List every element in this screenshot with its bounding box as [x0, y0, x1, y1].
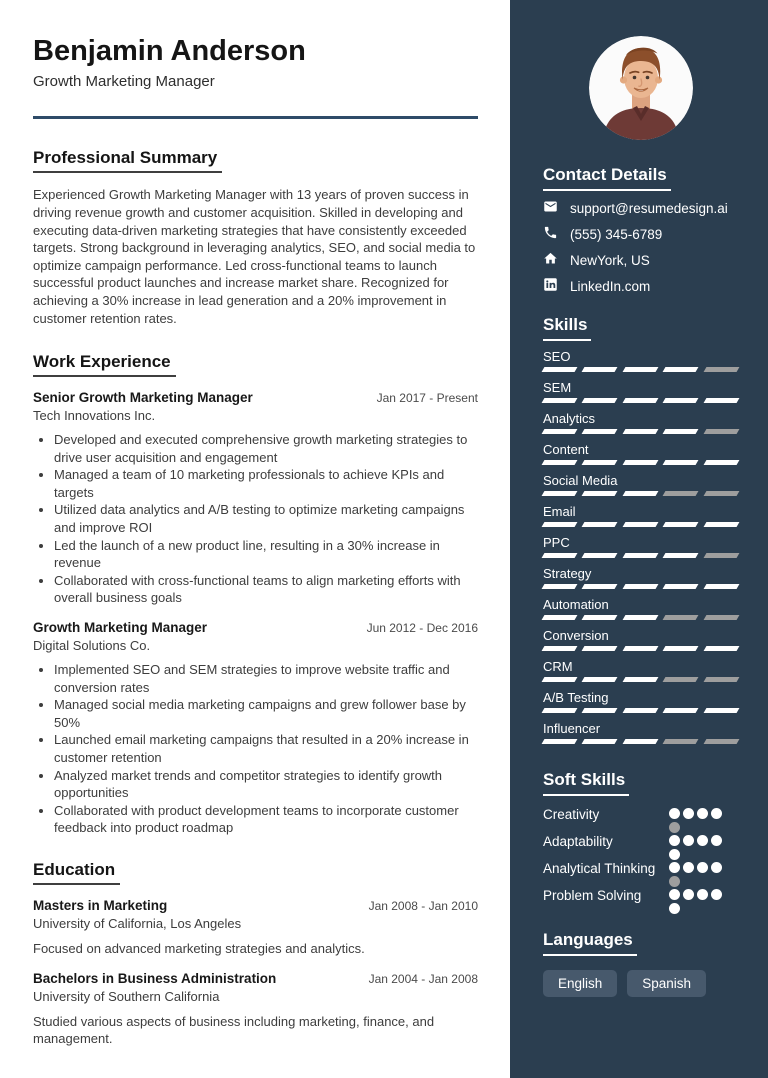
skill-bar-segment-filled [622, 615, 658, 620]
soft-skills-heading: Soft Skills [543, 770, 629, 796]
contact-section [543, 165, 738, 295]
skill-bar-segment-empty [663, 491, 699, 496]
soft-skill-dot-filled [669, 903, 680, 914]
skill-bar-segment-filled [663, 553, 699, 558]
skill-bar-segment-empty [703, 367, 739, 372]
contact-text: (555) 345-6789 [570, 226, 663, 242]
soft-skill-name: Analytical Thinking [543, 861, 656, 876]
job-dates: Jun 2012 - Dec 2016 [366, 621, 478, 636]
experience-section [33, 352, 478, 837]
skill-bar-segment-filled [622, 398, 658, 403]
skill-bar-segment-filled [542, 522, 578, 527]
contact-icon-slot [543, 199, 558, 217]
skill-bar [543, 491, 738, 496]
skill-item [543, 535, 738, 558]
job-title: Senior Growth Marketing Manager [33, 390, 253, 406]
soft-skill-dot-filled [697, 808, 708, 819]
skill-bar-segment-filled [663, 646, 699, 651]
job-bullet: • Led the launch of a new product line, resulting in a 30% increase in revenue [54, 537, 478, 572]
skill-bar-segment-filled [542, 398, 578, 403]
skill-bar-segment-filled [663, 584, 699, 589]
skill-bar [543, 429, 738, 434]
soft-skill-item [543, 806, 738, 823]
skill-item [543, 566, 738, 589]
skill-item [543, 442, 738, 465]
soft-skill-dots [669, 835, 722, 846]
skill-name: Social Media [543, 473, 618, 488]
education-list [33, 898, 478, 1048]
job-company: Digital Solutions Co. [33, 638, 151, 654]
sidebar [510, 0, 768, 1078]
skill-name: Strategy [543, 566, 592, 581]
soft-skill-dot-filled [711, 862, 722, 873]
profile-photo-frame [589, 36, 693, 140]
languages-heading: Languages [543, 930, 637, 956]
skill-bar-segment-filled [622, 677, 658, 682]
skill-bar-segment-filled [622, 553, 658, 558]
soft-skills-section [543, 770, 738, 904]
skill-bar-segment-filled [622, 522, 658, 527]
skill-name: Analytics [543, 411, 596, 426]
soft-skill-dot-filled [683, 862, 694, 873]
skill-name: Influencer [543, 721, 601, 736]
skill-item [543, 721, 738, 744]
languages-section [543, 930, 738, 997]
soft-skill-dots [669, 808, 722, 819]
soft-skill-item [543, 833, 738, 850]
education-school: University of California, Los Angeles [33, 915, 242, 931]
soft-skill-dot-filled [669, 849, 680, 860]
skill-item [543, 659, 738, 682]
language-badge: Spanish [627, 970, 706, 997]
experience-entry [33, 620, 478, 837]
soft-skill-dot-filled [669, 835, 680, 846]
summary-heading: Professional Summary [33, 148, 222, 173]
skill-bar-segment-filled [703, 708, 739, 713]
skill-item [543, 504, 738, 527]
contact-icon-slot [543, 251, 558, 269]
person-name: Benjamin Anderson [33, 35, 306, 67]
skill-bar-segment-filled [582, 460, 618, 465]
experience-heading: Work Experience [33, 352, 176, 377]
skill-item [543, 473, 738, 496]
skill-bar-segment-filled [582, 739, 618, 744]
job-company: Tech Innovations Inc. [33, 408, 156, 424]
skill-bar-segment-filled [582, 429, 618, 434]
skill-bar [543, 367, 738, 372]
skill-bar-segment-empty [703, 615, 739, 620]
soft-skill-dot-empty [669, 822, 680, 833]
skill-item [543, 597, 738, 620]
skill-bar-segment-empty [703, 429, 739, 434]
soft-skill-dot-filled [711, 808, 722, 819]
skill-bar-segment-filled [582, 677, 618, 682]
skill-name: A/B Testing [543, 690, 609, 705]
skill-item [543, 380, 738, 403]
education-description: Studied various aspects of business including marketing, finance, and management. [33, 1013, 435, 1047]
job-bullet: • Managed social media marketing campaigns and grew follower base by 50% [54, 696, 478, 731]
job-bullet: • Developed and executed comprehensive growth marketing strategies to drive user acquisition and engagement [54, 431, 478, 466]
profile-photo [589, 36, 693, 140]
skill-bar-segment-filled [622, 708, 658, 713]
skill-bar-segment-empty [703, 677, 739, 682]
phone-icon [543, 225, 558, 240]
soft-skill-dots [669, 862, 722, 873]
soft-skill-name: Problem Solving [543, 888, 642, 903]
experience-list [33, 390, 478, 837]
skill-bar-segment-filled [542, 708, 578, 713]
job-bullets [33, 661, 478, 837]
header-divider [33, 116, 478, 119]
education-header [33, 971, 478, 986]
skill-name: CRM [543, 659, 573, 674]
skill-bar-segment-filled [622, 739, 658, 744]
person-job-title: Growth Marketing Manager [33, 73, 215, 91]
skill-name: Automation [543, 597, 609, 612]
soft-skill-dot-filled [697, 835, 708, 846]
job-header [33, 620, 478, 635]
skill-bar-segment-filled [663, 522, 699, 527]
education-entry [33, 971, 478, 1048]
skill-bar-segment-empty [703, 739, 739, 744]
summary-section [33, 148, 478, 327]
skill-name: Email [543, 504, 576, 519]
job-bullet: • Managed a team of 10 marketing professionals to achieve KPIs and targets [54, 466, 478, 501]
soft-skill-dot-filled [669, 808, 680, 819]
soft-skill-dot-filled [683, 835, 694, 846]
linkedin-icon [543, 277, 558, 292]
skill-bar-segment-filled [703, 646, 739, 651]
skills-list [543, 349, 738, 744]
contact-item [543, 251, 738, 269]
contact-list [543, 199, 738, 295]
skill-bar-segment-filled [582, 584, 618, 589]
skill-bar-segment-filled [622, 584, 658, 589]
skill-item [543, 411, 738, 434]
soft-skill-dot-filled [697, 889, 708, 900]
job-bullet: • Collaborated with cross-functional teams to align marketing efforts with overall business goals [54, 572, 478, 607]
soft-skill-dot-filled [683, 808, 694, 819]
skill-bar-segment-empty [703, 491, 739, 496]
job-bullet: • Analyzed market trends and competitor strategies to identify growth opportunities [54, 767, 478, 802]
skill-bar-segment-filled [542, 584, 578, 589]
experience-entry [33, 390, 478, 607]
skill-bar-segment-filled [542, 739, 578, 744]
contact-icon-slot [543, 225, 558, 243]
skill-bar-segment-filled [542, 677, 578, 682]
skill-bar-segment-filled [542, 460, 578, 465]
skill-bar-segment-filled [582, 553, 618, 558]
soft-skill-dot-filled [697, 862, 708, 873]
skill-bar-segment-empty [663, 739, 699, 744]
skill-bar-segment-empty [663, 677, 699, 682]
job-bullet: • Collaborated with product development teams to incorporate customer feedback into product roadmap [54, 802, 478, 837]
skill-bar-segment-filled [622, 646, 658, 651]
skill-bar-segment-filled [582, 398, 618, 403]
soft-skill-name: Creativity [543, 807, 600, 822]
home-icon [543, 251, 558, 266]
skill-bar-segment-filled [542, 615, 578, 620]
job-header [33, 390, 478, 405]
skill-bar-segment-empty [703, 553, 739, 558]
skill-bar-segment-filled [542, 553, 578, 558]
soft-skill-dot-filled [669, 889, 680, 900]
skill-bar-segment-filled [582, 708, 618, 713]
contact-text: NewYork, US [570, 252, 650, 268]
skill-bar [543, 615, 738, 620]
job-title: Growth Marketing Manager [33, 620, 208, 636]
skill-bar [543, 522, 738, 527]
education-section [33, 860, 478, 1048]
education-school: University of Southern California [33, 988, 220, 1004]
education-entry [33, 898, 478, 958]
envelope-icon [543, 199, 558, 214]
skill-bar-segment-filled [582, 367, 618, 372]
soft-skill-dot-filled [683, 889, 694, 900]
job-dates: Jan 2017 - Present [376, 391, 478, 406]
languages-list [543, 970, 738, 997]
skill-name: Conversion [543, 628, 609, 643]
summary-text: Experienced Growth Marketing Manager with 13 years of proven success in driving revenue growth and customer acquisition. Skilled in developing and executing data-driven marketing strategies that have consistently exceeded targets. Strong background in leveraging analytics, SEO, and social media to optimize campaign performance. Led cross-functional teams to launch successful product launches and increase market share. Recognized for achieving a 30% increase in lead generation and a 20% improvement in customer retention rates. [33, 187, 476, 326]
skill-name: SEO [543, 349, 571, 364]
contact-text: support@resumedesign.ai [570, 200, 728, 216]
contact-heading: Contact Details [543, 165, 671, 191]
skill-bar-segment-filled [622, 460, 658, 465]
skill-bar [543, 460, 738, 465]
skill-bar-segment-filled [663, 367, 699, 372]
soft-skill-dot-empty [669, 876, 680, 887]
skill-bar-segment-filled [703, 584, 739, 589]
skill-bar-segment-filled [703, 460, 739, 465]
education-degree: Masters in Marketing [33, 897, 168, 913]
job-bullet: • Implemented SEO and SEM strategies to improve website traffic and conversion rates [54, 661, 478, 696]
skills-section [543, 315, 738, 744]
skill-name: PPC [543, 535, 570, 550]
soft-skill-dot-filled [669, 862, 680, 873]
soft-skills-list [543, 806, 738, 904]
skill-bar [543, 739, 738, 744]
soft-skill-dot-filled [711, 835, 722, 846]
skill-bar-segment-filled [663, 429, 699, 434]
skill-bar-segment-filled [542, 646, 578, 651]
skill-item [543, 690, 738, 713]
education-degree: Bachelors in Business Administration [33, 970, 277, 986]
soft-skill-item [543, 860, 738, 877]
job-bullet: • Launched email marketing campaigns that resulted in a 20% increase in customer retention [54, 731, 478, 766]
skill-bar-segment-filled [703, 398, 739, 403]
skill-bar-segment-filled [663, 708, 699, 713]
skill-bar-segment-filled [663, 398, 699, 403]
skill-name: Content [543, 442, 589, 457]
skill-bar-segment-filled [542, 429, 578, 434]
skill-bar-segment-filled [622, 367, 658, 372]
skill-bar-segment-filled [542, 491, 578, 496]
skill-bar [543, 553, 738, 558]
contact-item [543, 225, 738, 243]
contact-text: LinkedIn.com [570, 278, 651, 294]
skills-heading: Skills [543, 315, 591, 341]
contact-item [543, 277, 738, 295]
skill-bar [543, 398, 738, 403]
skill-bar-segment-filled [622, 491, 658, 496]
skill-bar-segment-filled [542, 367, 578, 372]
soft-skill-name: Adaptability [543, 834, 613, 849]
skill-bar-segment-filled [582, 522, 618, 527]
skill-bar [543, 646, 738, 651]
skill-bar-segment-filled [582, 615, 618, 620]
education-header [33, 898, 478, 913]
job-bullets [33, 431, 478, 607]
contact-item [543, 199, 738, 217]
skill-item [543, 349, 738, 372]
skill-name: SEM [543, 380, 572, 395]
skill-bar [543, 584, 738, 589]
contact-icon-slot [543, 277, 558, 295]
skill-bar-segment-filled [703, 522, 739, 527]
soft-skill-dot-filled [711, 889, 722, 900]
job-bullet: • Utilized data analytics and A/B testing to optimize marketing campaigns and improve ROI [54, 501, 478, 536]
skill-bar [543, 708, 738, 713]
skill-bar [543, 677, 738, 682]
skill-bar-segment-filled [622, 429, 658, 434]
education-dates: Jan 2004 - Jan 2008 [368, 971, 478, 986]
skill-bar-segment-filled [663, 460, 699, 465]
education-dates: Jan 2008 - Jan 2010 [368, 898, 478, 913]
soft-skill-dots [669, 889, 722, 900]
skill-bar-segment-empty [663, 615, 699, 620]
language-badge: English [543, 970, 617, 997]
soft-skill-item [543, 887, 738, 904]
skill-bar-segment-filled [582, 491, 618, 496]
education-description: Focused on advanced marketing strategies and analytics. [33, 940, 365, 956]
skill-bar-segment-filled [582, 646, 618, 651]
education-heading: Education [33, 860, 120, 885]
skill-item [543, 628, 738, 651]
